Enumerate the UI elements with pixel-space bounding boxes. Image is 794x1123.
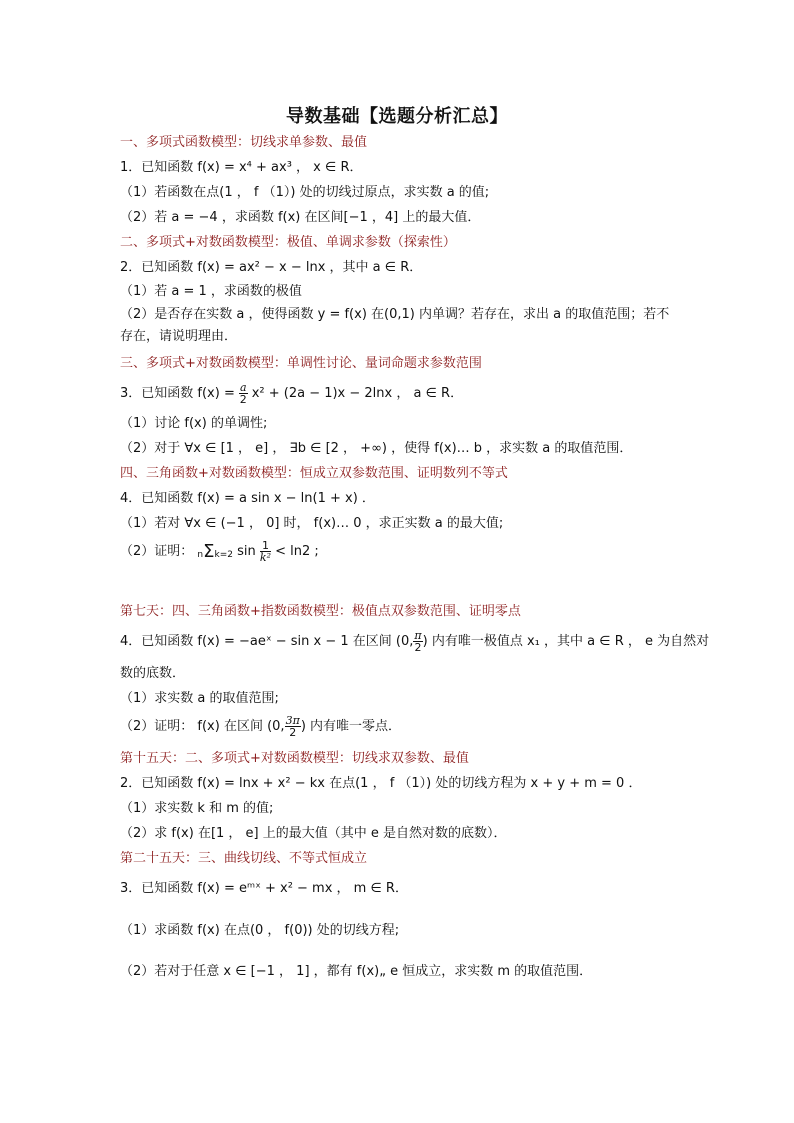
question-day25-part-2: （2）若对于任意 x ∈ [−1 ， 1] ，都有 f(x)„ e 恒成立，求实数 m 的取值范围． [120,964,593,979]
section-heading-1: 一、多项式函数模型：切线求单参数、最值 [120,135,368,150]
section-heading-day7: 第七天：四、三角函数+指数函数模型：极值点双参数范围、证明零点 [120,604,521,619]
question-3-part-2: （2）对于 ∀x ∈ [1 ， e] ， ∃b ∈ [2 ， +∞) ，使得 f(x)… b ，求实数 a 的取值范围． [120,441,633,456]
fraction-3pi-over-2: $\frac{3\pi}{2}$ [285,714,300,739]
page-title: 导数基础【选题分析汇总】 [286,106,508,127]
fraction-pi-over-2: $\frac{\pi}{2}$ [414,629,422,654]
interval-open: (0, [395,634,414,649]
question-4-part-1: （1）若对 ∀x ∈ (−1 ， 0] 时， f(x)… 0 ，求正实数 a 的最大值; [120,516,504,531]
question-day15-part-1: （1）求实数 k 和 m 的值; [120,801,274,816]
question-1-part-2: （2）若 a = −4 ，求函数 f(x) 在区间[−1 ，4] 上的最大值． [120,210,481,225]
sin-label: sin [237,544,256,559]
question-day25-part-1: （1）求函数 f(x) 在点(0 ， f(0)) 处的切线方程; [120,923,400,938]
question-day7-continued: 数的底数． [120,666,186,681]
question-3-part-1: （1）讨论 f(x) 的单调性; [120,416,268,431]
question-4-part-2 [120,540,680,563]
section-heading-day25: 第二十五天：三、曲线切线、不等式恒成立 [120,851,368,866]
question-2-part-2: （2）是否存在实数 a ，使得函数 y = f(x) 在(0,1) 内单调？若存在，求出 a 的取值范围；若不存在，请说明理由． [120,307,670,344]
fraction-1-over-k2: $\frac{1}{\text{k²}}$ [259,539,271,564]
question-day7-rest: ) 内有唯一极值点 x₁ ，其中 a ∈ R ， e 为自然对 [422,634,710,649]
question-2: 2．已知函数 f(x) = ax² − x − lnx ，其中 a ∈ R． [120,260,423,275]
question-day7-part-2 [120,715,680,738]
question-3 [120,382,680,405]
question-2-part-1: （1）若 a = 1 ，求函数的极值 [120,284,302,299]
interval-open-2: (0, [267,719,285,734]
question-day7-part-1: （1）求实数 a 的取值范围; [120,691,279,706]
section-heading-3: 三、多项式+对数函数模型：单调性讨论、量词命题求参数范围 [120,356,482,371]
section-heading-4: 四、三角函数+对数函数模型：恒成立双参数范围、证明数列不等式 [120,466,508,481]
section-heading-2: 二、多项式+对数函数模型：极值、单调求参数（探索性） [120,235,456,250]
question-day15-part-2: （2）求 f(x) 在[1 ， e] 上的最大值（其中 e 是自然对数的底数）． [120,826,507,841]
question-3-rest: x² + (2a − 1)x − 2lnx ， a ∈ R． [251,386,464,401]
summation: nΣk=2 [197,540,233,562]
question-day25: 3．已知函数 f(x) = eᵐˣ + x² − mx ， m ∈ R． [120,881,408,896]
question-3-lead: 3．已知函数 f(x) = [120,386,235,401]
question-day15: 2．已知函数 f(x) = lnx + x² − kx 在点(1 ， f （1）) 处的切线方程为 x + y + m = 0 ． [120,776,642,791]
question-day7-lead: 4．已知函数 f(x) = −aeˣ − sin x − 1 在区间 [120,634,392,649]
question-4: 4．已知函数 f(x) = a sin x − ln(1 + x) ． [120,491,375,506]
section-heading-day15: 第十五天：二、多项式+对数函数模型：切线求双参数、最值 [120,751,469,766]
question-4-part-2-rest: < ln2 ; [275,544,319,559]
fraction-a-over-2: $\frac{a}{2}$ [239,381,247,406]
question-day7-part-2-lead: （2）证明： f(x) 在区间 [120,719,263,734]
question-1-part-1: （1）若函数在点(1 ， f （1）) 处的切线过原点，求实数 a 的值; [120,185,490,200]
question-1: 1．已知函数 f(x) = x⁴ + ax³ ， x ∈ R． [120,160,363,175]
question-day7-part-2-rest: ) 内有唯一零点． [300,719,402,734]
question-day7 [120,629,710,654]
question-4-part-2-lead: （2）证明： [120,544,194,559]
